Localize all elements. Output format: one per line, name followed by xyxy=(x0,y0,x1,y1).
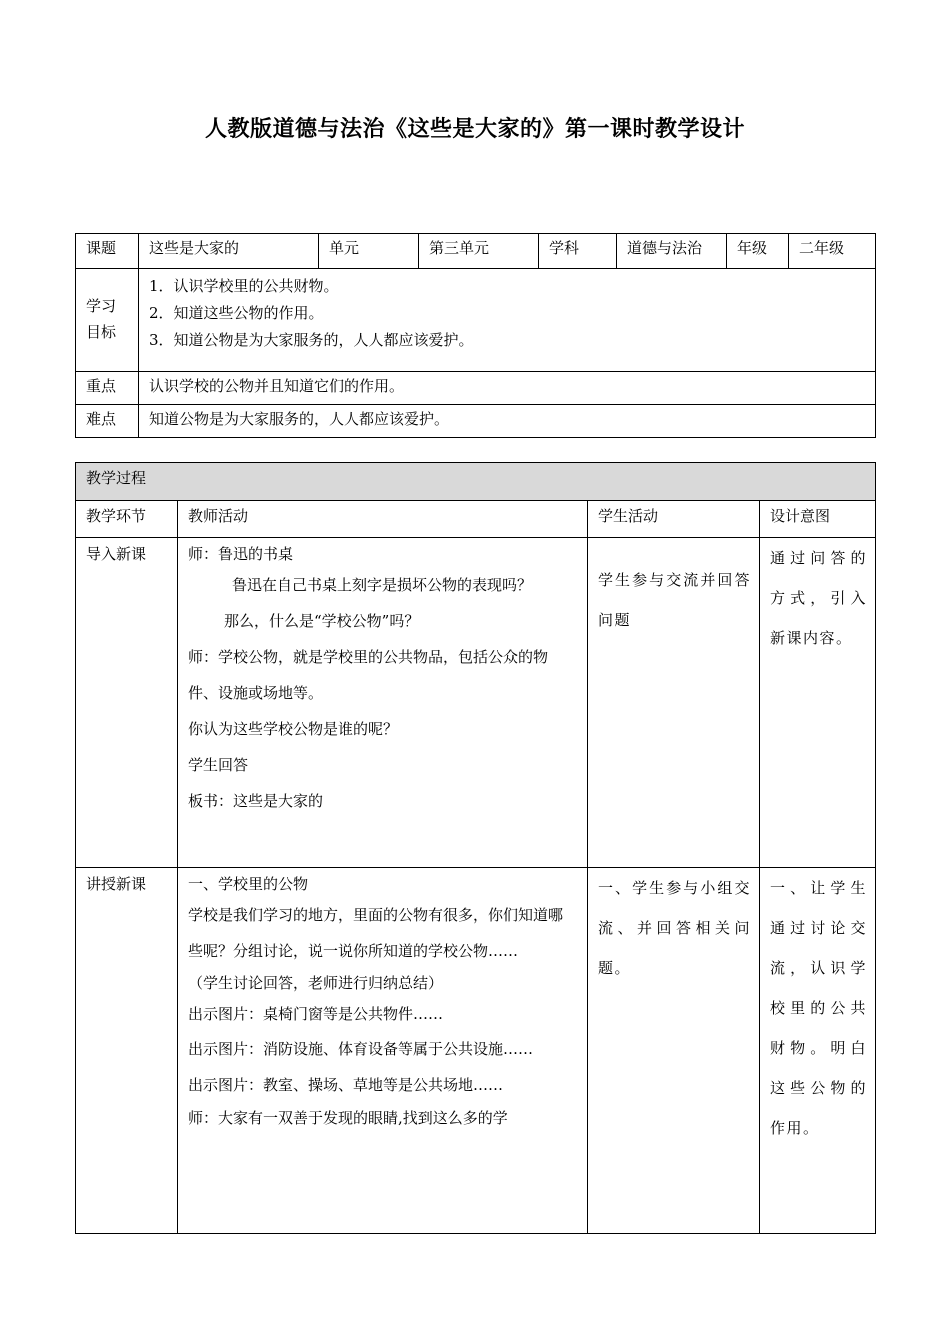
stage-cell: 导入新课 xyxy=(76,538,178,868)
difficulty-value: 知道公物是为大家服务的，人人都应该爱护。 xyxy=(139,405,876,438)
design-intent: 通过问答的方式，引入新课内容。 xyxy=(760,538,876,868)
design-intent: 一、让学生通过讨论交流，认识学校里的公共财物。明白这些公物的作用。 xyxy=(760,868,876,1234)
goal-item: 3．知道公物是为大家服务的，人人都应该爱护。 xyxy=(149,331,474,349)
col-teacher: 教师活动 xyxy=(178,501,588,538)
student-activity: 学生参与交流并回答问题 xyxy=(588,538,760,868)
teacher-activity xyxy=(178,538,588,868)
difficulty-label: 难点 xyxy=(76,405,139,438)
col-student: 学生活动 xyxy=(588,501,760,538)
goals-label: 学习 目标 xyxy=(76,269,139,372)
topic-value: 这些是大家的 xyxy=(139,234,319,269)
info-row-basic xyxy=(76,234,876,269)
goal-item: 1．认识学校里的公共财物。 xyxy=(149,277,339,295)
teacher-line: 出示图片：教室、操场、草地等是公共场地…… xyxy=(188,1076,504,1094)
teacher-line: 学生回答 xyxy=(188,756,249,774)
subject-label: 学科 xyxy=(539,234,617,269)
unit-value: 第三单元 xyxy=(419,234,539,269)
teacher-line: 出示图片：桌椅门窗等是公共物件…… xyxy=(188,1005,444,1023)
teacher-line: （学生讨论回答，老师进行归纳总结） xyxy=(188,974,444,992)
teacher-activity xyxy=(178,868,588,1234)
teacher-line: 那么，什么是“学校公物”吗？ xyxy=(224,612,420,630)
process-heading-row xyxy=(76,463,876,501)
info-row-difficulty xyxy=(76,405,876,438)
grade-label: 年级 xyxy=(727,234,789,269)
info-table xyxy=(75,233,876,438)
info-row-key xyxy=(76,372,876,405)
page-title: 人教版道德与法治《这些是大家的》第一课时教学设计 xyxy=(204,117,745,142)
process-heading: 教学过程 xyxy=(76,463,876,501)
info-row-goals xyxy=(76,269,876,372)
unit-label: 单元 xyxy=(319,234,419,269)
process-row-teach xyxy=(76,868,876,1234)
process-header-row xyxy=(76,501,876,538)
teacher-line: 师：大家有一双善于发现的眼睛,找到这么多的学 xyxy=(188,1109,508,1127)
teacher-line: 板书：这些是大家的 xyxy=(188,792,324,810)
goals-list xyxy=(139,269,876,372)
teacher-line: 一、学校里的公物 xyxy=(188,875,309,893)
teacher-line: 出示图片：消防设施、体育设备等属于公共设施…… xyxy=(188,1040,534,1058)
teacher-line: 学校是我们学习的地方，里面的公物有很多，你们知道哪些呢？分组讨论，说一说你所知道的学校公物…… xyxy=(188,906,564,960)
key-value: 认识学校的公物并且知道它们的作用。 xyxy=(139,372,876,405)
key-label: 重点 xyxy=(76,372,139,405)
process-table xyxy=(75,462,876,1234)
teacher-line: 师：学校公物，就是学校里的公共物品，包括公众的物件、设施或场地等。 xyxy=(188,648,549,702)
teacher-line: 你认为这些学校公物是谁的呢？ xyxy=(188,720,399,738)
teacher-line: 师：鲁迅的书桌 xyxy=(188,545,294,563)
student-activity: 一、学生参与小组交流、并回答相关问题。 xyxy=(588,868,760,1234)
col-intent: 设计意图 xyxy=(760,501,876,538)
subject-value: 道德与法治 xyxy=(617,234,727,269)
process-row-intro xyxy=(76,538,876,868)
teacher-line: 鲁迅在自己书桌上刻字是损坏公物的表现吗？ xyxy=(232,576,533,594)
stage-cell: 讲授新课 xyxy=(76,868,178,1234)
topic-label: 课题 xyxy=(76,234,139,269)
grade-value: 二年级 xyxy=(789,234,876,269)
col-stage: 教学环节 xyxy=(76,501,178,538)
goal-item: 2．知道这些公物的作用。 xyxy=(149,304,324,322)
